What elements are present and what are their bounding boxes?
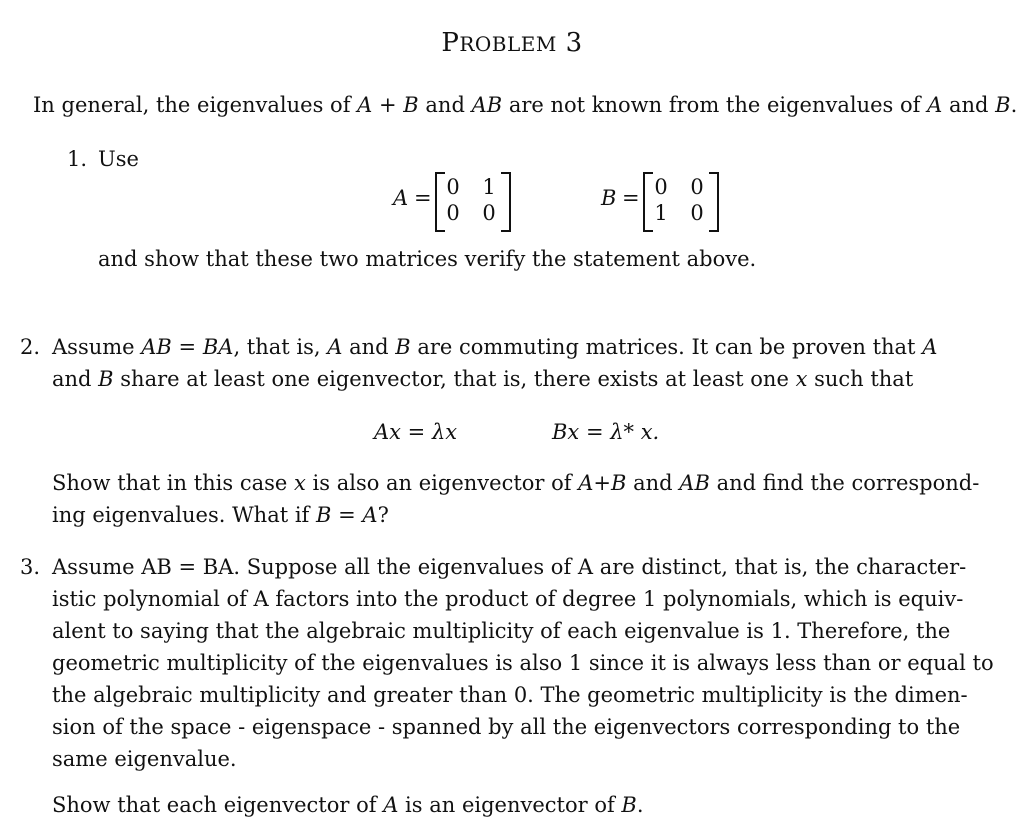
matrix-b-cell: 0	[690, 175, 704, 199]
item-3-line: alent to saying that the algebraic multiplicity of each eigenvalue is 1. Therefore, the	[52, 619, 951, 643]
matrix-b-cell: 0	[654, 175, 668, 199]
item-3-line: same eigenvalue.	[52, 747, 237, 771]
matrix-b-cell: 1	[654, 201, 668, 225]
matrix-b-cell: 0	[690, 201, 704, 225]
title-initial: P	[441, 28, 460, 58]
matrix-a-equals: =	[414, 186, 432, 210]
item-2-number: 2.	[20, 335, 41, 359]
item-3-number: 3.	[20, 555, 41, 579]
problem-title	[0, 28, 1024, 58]
matrix-a-cell: 0	[446, 175, 460, 199]
item-3-line: the algebraic multiplicity and greater than 0. The geometric multiplicity is the dimen-	[52, 683, 968, 707]
item-3-line: istic polynomial of A factors into the product of degree 1 polynomials, which is equiv-	[52, 587, 964, 611]
item-1-use: Use	[98, 147, 139, 171]
item-3-paragraph	[52, 551, 994, 775]
title-number: 3	[565, 28, 583, 58]
matrix-a-cell: 1	[482, 175, 496, 199]
matrix-a-cell: 0	[446, 201, 460, 225]
item-2-line-1: Assume AB = BA, that is, A and B are commuting matrices. It can be proven that A	[52, 335, 938, 359]
item-3-line: geometric multiplicity of the eigenvalues is also 1 since it is always less than or equal to	[52, 651, 994, 675]
item-3-final-sentence: Show that each eigenvector of A is an eigenvector of B.	[52, 793, 644, 817]
matrix-a-label: A	[393, 186, 409, 210]
matrix-a-body	[435, 172, 511, 228]
equation-bx: Bx = λ* x.	[552, 420, 660, 444]
item-3-line: sion of the space - eigenspace - spanned by all the eigenvectors corresponding to the	[52, 715, 961, 739]
item-2-line-2: and B share at least one eigenvector, that is, there exists at least one x such that	[52, 367, 914, 391]
intro-paragraph: In general, the eigenvalues of A + B and AB are not known from the eigenvalues of A and B.	[33, 93, 1018, 117]
matrix-b-label: B	[601, 186, 617, 210]
item-2-paragraph-2-line-1: Show that in this case x is also an eigenvector of A+B and AB and find the correspond-	[52, 471, 980, 495]
item-1-after-text: and show that these two matrices verify the statement above.	[98, 247, 757, 271]
matrix-a-cell: 0	[482, 201, 496, 225]
item-1-number: 1.	[67, 147, 88, 171]
equation-ax: Ax = λx	[374, 420, 458, 444]
item-2-paragraph-2-line-2: ing eigenvalues. What if B = A?	[52, 503, 389, 527]
item-3-line: Assume AB = BA. Suppose all the eigenvalues of A are distinct, that is, the character-	[52, 555, 967, 579]
matrix-b-equals: =	[622, 186, 640, 210]
matrix-b-body	[643, 172, 719, 228]
title-smallcaps: ROBLEM	[459, 32, 557, 56]
